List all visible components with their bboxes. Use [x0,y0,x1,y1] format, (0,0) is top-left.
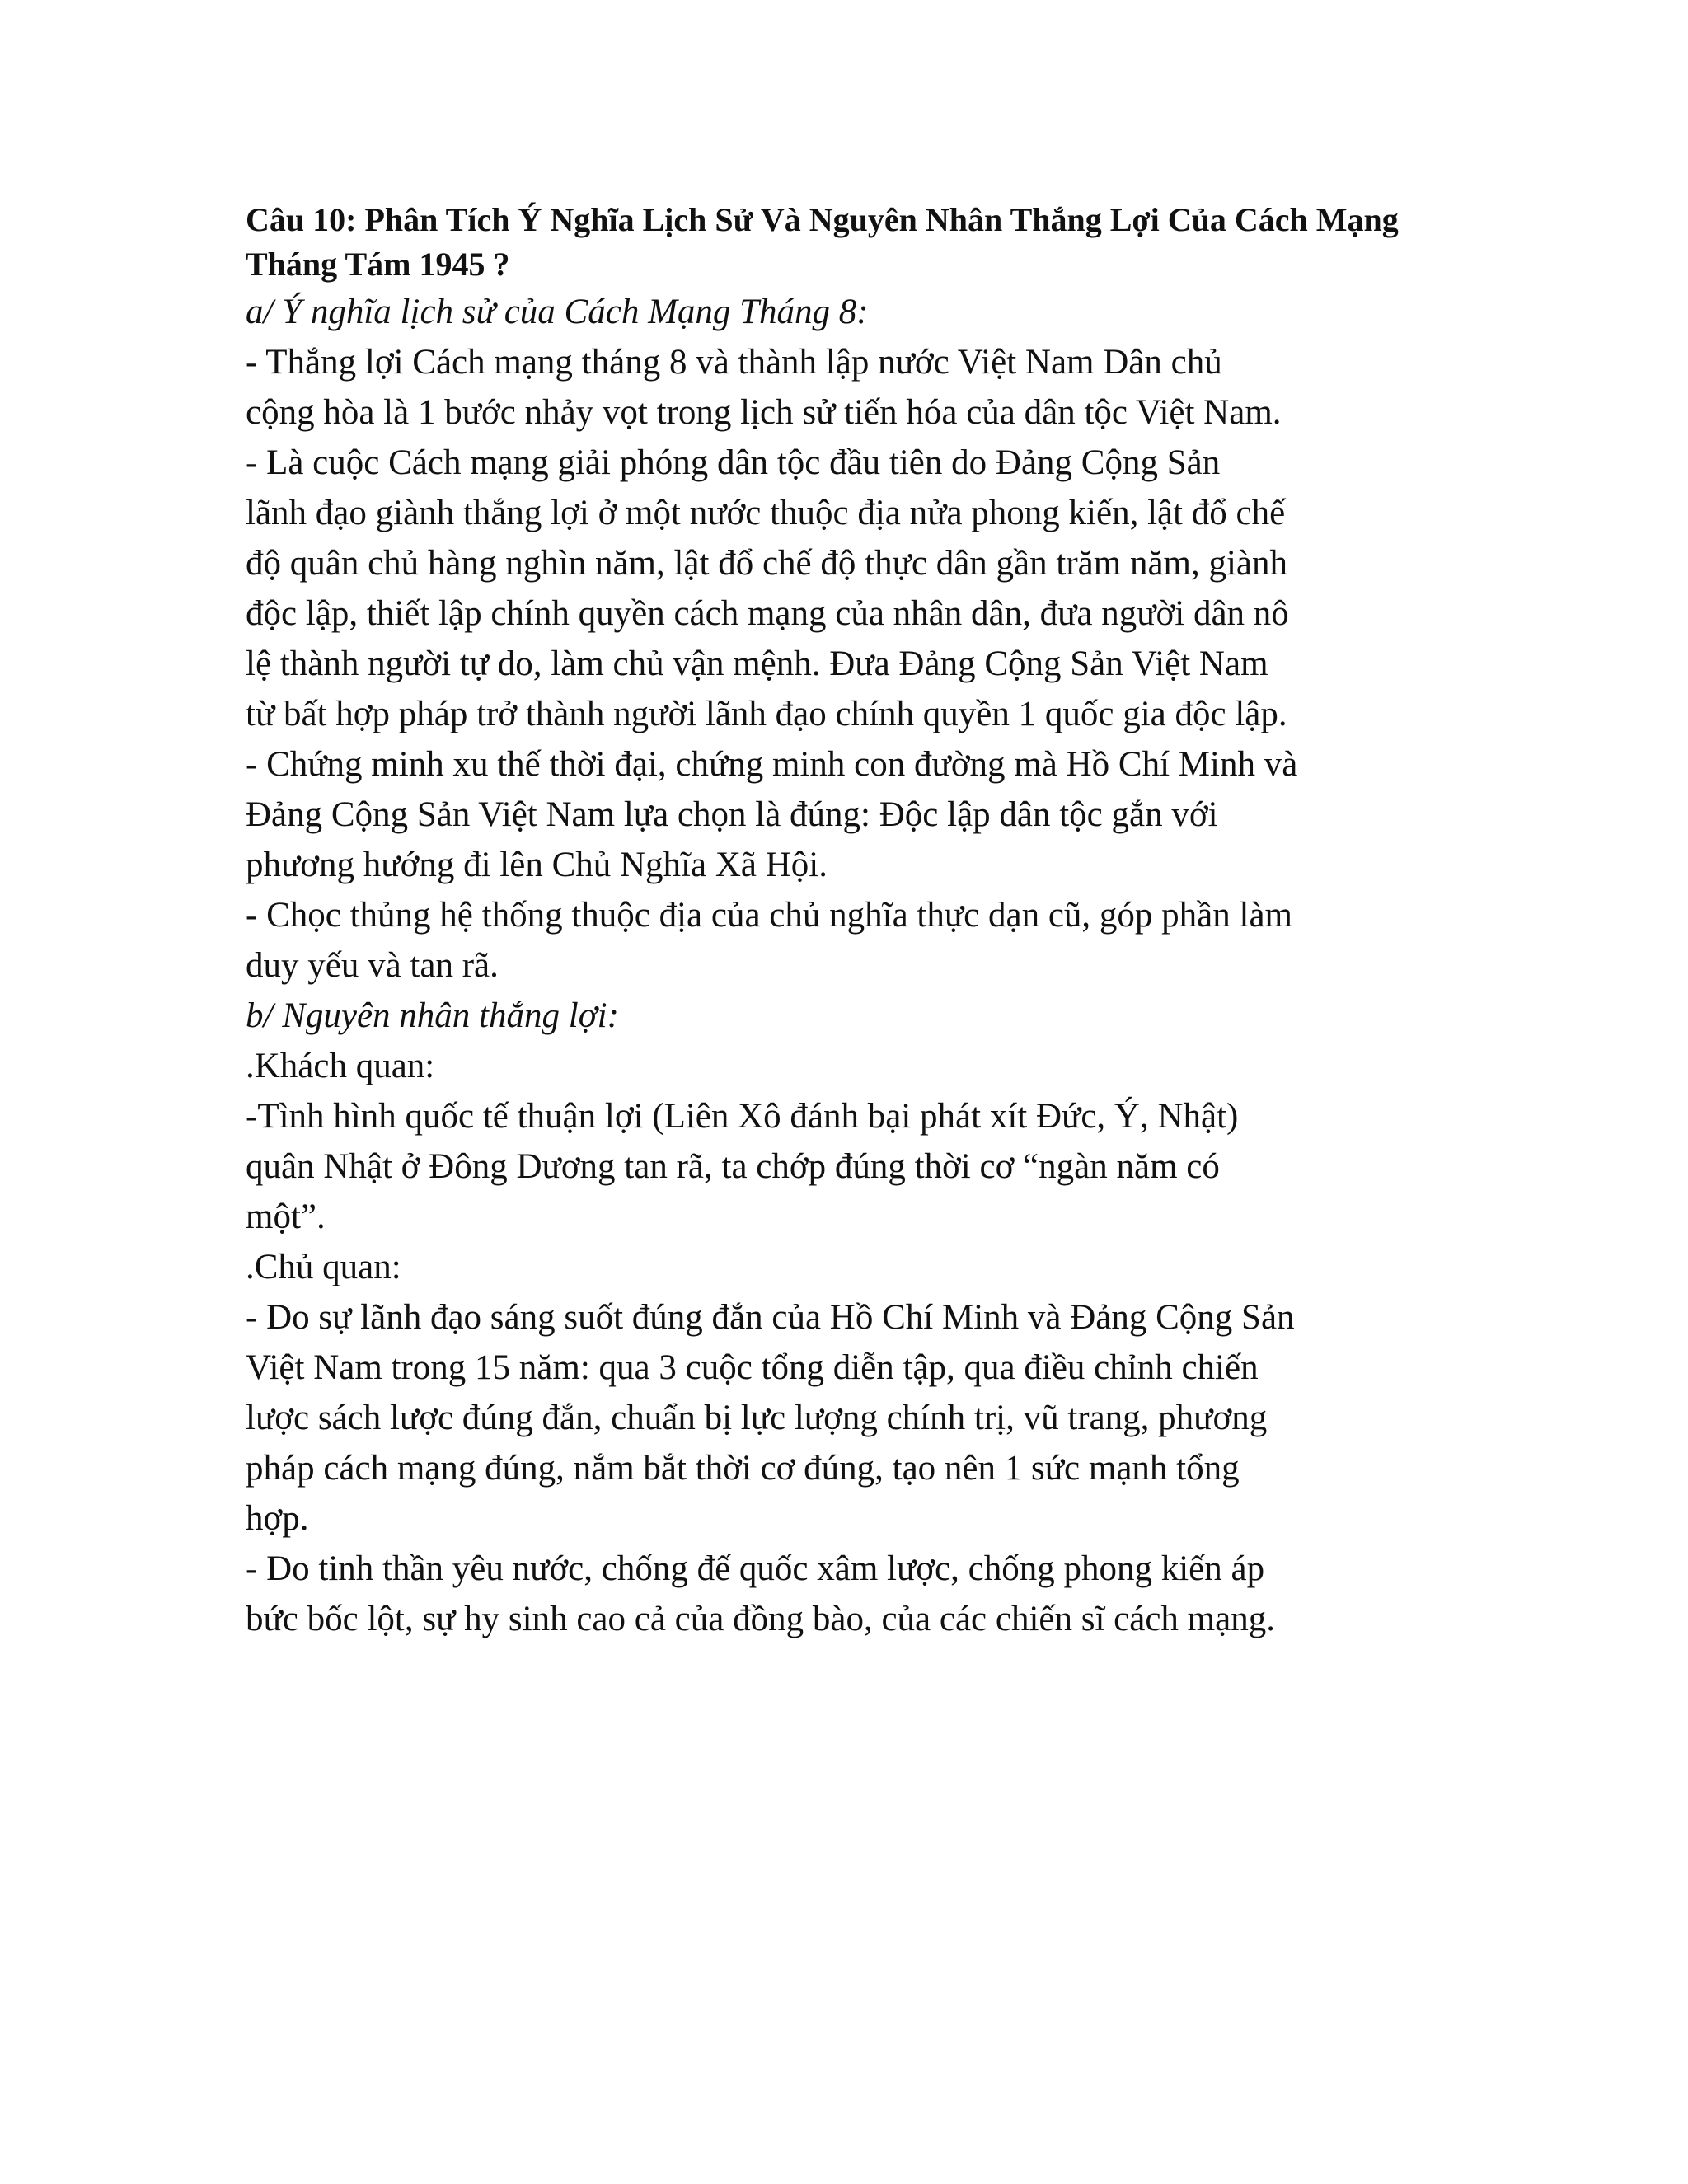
paragraph-line: độc lập, thiết lập chính quyền cách mạng của nhân dân, đưa người dân nô [246,594,1289,633]
document-page [246,198,1457,1644]
paragraph-line: .Chủ quan: [246,1248,401,1286]
paragraph-line: .Khách quan: [246,1047,435,1085]
section-a-heading: a/ Ý nghĩa lịch sử của Cách Mạng Tháng 8: [246,293,869,331]
paragraph-line: lệ thành người tự do, làm chủ vận mệnh. Đưa Đảng Cộng Sản Việt Nam [246,644,1268,683]
paragraph-line: - Do sự lãnh đạo sáng suốt đúng đắn của Hồ Chí Minh và Đảng Cộng Sản [246,1298,1295,1337]
section-b [246,991,1457,1644]
paragraph-line: Việt Nam trong 15 năm: qua 3 cuộc tổng diễn tập, qua điều chỉnh chiến [246,1348,1259,1387]
paragraph-line: - Do tinh thần yêu nước, chống đế quốc xâm lược, chống phong kiến áp [246,1549,1265,1588]
paragraph-line: phương hướng đi lên Chủ Nghĩa Xã Hội. [246,846,828,884]
paragraph-line: độ quân chủ hàng nghìn năm, lật đổ chế độ thực dân gần trăm năm, giành [246,544,1288,583]
paragraph-line: cộng hòa là 1 bước nhảy vọt trong lịch sử tiến hóa của dân tộc Việt Nam. [246,393,1282,432]
paragraph-line: từ bất hợp pháp trở thành người lãnh đạo chính quyền 1 quốc gia độc lập. [246,695,1287,733]
paragraph-line: lãnh đạo giành thắng lợi ở một nước thuộc địa nửa phong kiến, lật đổ chế [246,494,1286,532]
paragraph-line: một”. [246,1197,326,1236]
paragraph-line: - Chọc thủng hệ thống thuộc địa của chủ nghĩa thực dạn cũ, góp phần làm [246,896,1292,935]
section-a [246,287,1457,991]
paragraph-line: - Là cuộc Cách mạng giải phóng dân tộc đầu tiên do Đảng Cộng Sản [246,443,1221,482]
paragraph-line: Đảng Cộng Sản Việt Nam lựa chọn là đúng: Độc lập dân tộc gắn với [246,795,1218,834]
paragraph-line: pháp cách mạng đúng, nắm bắt thời cơ đúng, tạo nên 1 sức mạnh tổng [246,1449,1240,1488]
paragraph-line: hợp. [246,1499,309,1538]
paragraph-line: duy yếu và tan rã. [246,946,499,985]
title-line: Câu 10: Phân Tích Ý Nghĩa Lịch Sử Và Nguyên Nhân Thắng Lợi Của Cách Mạng [246,201,1399,238]
paragraph-line: - Thắng lợi Cách mạng tháng 8 và thành lập nước Việt Nam Dân chủ [246,343,1222,382]
title-line: Tháng Tám 1945 ? [246,246,510,283]
section-b-heading: b/ Nguyên nhân thắng lợi: [246,996,619,1035]
paragraph-line: quân Nhật ở Đông Dương tan rã, ta chớp đúng thời cơ “ngàn năm có [246,1147,1220,1186]
document-title [246,198,1457,287]
paragraph-line: bức bốc lột, sự hy sinh cao cả của đồng bào, của các chiến sĩ cách mạng. [246,1600,1275,1638]
paragraph-line: -Tình hình quốc tế thuận lợi (Liên Xô đánh bại phát xít Đức, Ý, Nhật) [246,1097,1239,1136]
paragraph-line: - Chứng minh xu thế thời đại, chứng minh con đường mà Hồ Chí Minh và [246,745,1298,784]
paragraph-line: lược sách lược đúng đắn, chuẩn bị lực lượng chính trị, vũ trang, phương [246,1399,1268,1437]
